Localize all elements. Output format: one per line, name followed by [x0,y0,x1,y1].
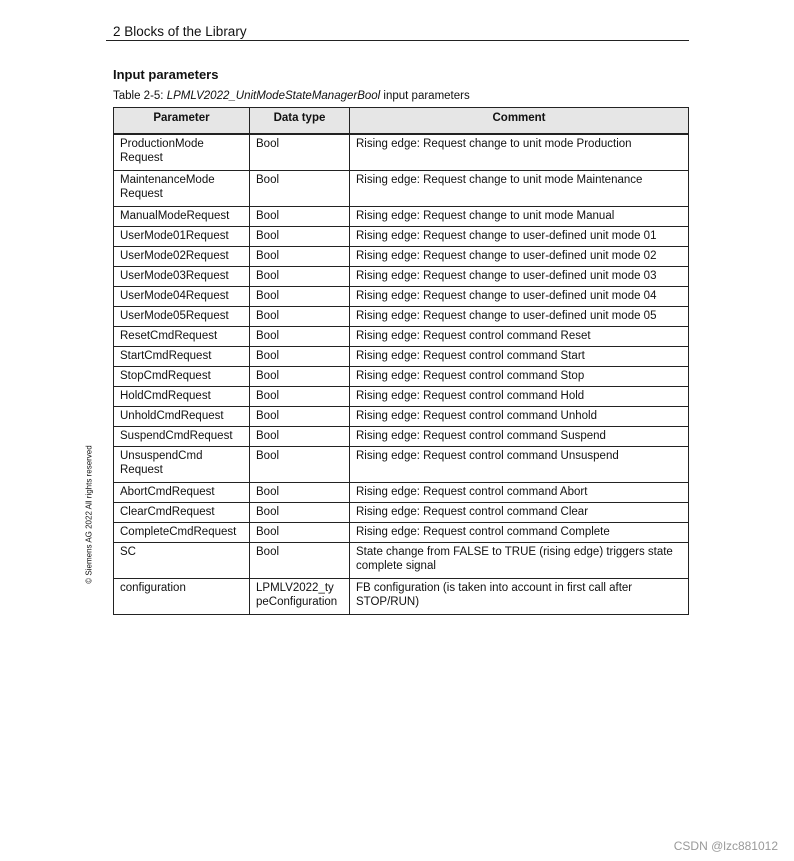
table-row [114,503,689,523]
cell-parameter: StartCmdRequest [114,347,250,367]
table-row [114,579,689,615]
cell-parameter: UserMode03Request [114,267,250,287]
table-row [114,134,689,171]
table-row [114,543,689,579]
cell-data-type: Bool [250,387,350,407]
cell-parameter: ProductionMode Request [114,134,250,171]
cell-comment: Rising edge: Request control command Hold [350,387,689,407]
cell-data-type: Bool [250,247,350,267]
table-header-row [114,108,689,135]
input-parameters-table [113,107,689,615]
column-header-data-type: Data type [250,108,350,135]
cell-parameter: configuration [114,579,250,615]
cell-data-type: Bool [250,227,350,247]
cell-comment: Rising edge: Request control command Complete [350,523,689,543]
cell-parameter: UnsuspendCmd Request [114,447,250,483]
cell-comment: Rising edge: Request control command Abort [350,483,689,503]
cell-data-type: Bool [250,307,350,327]
cell-parameter: StopCmdRequest [114,367,250,387]
cell-comment: Rising edge: Request control command Suspend [350,427,689,447]
column-header-parameter: Parameter [114,108,250,135]
cell-comment: Rising edge: Request control command Unhold [350,407,689,427]
cell-parameter: AbortCmdRequest [114,483,250,503]
cell-parameter: CompleteCmdRequest [114,523,250,543]
cell-comment: State change from FALSE to TRUE (rising edge) triggers state complete signal [350,543,689,579]
cell-parameter: UserMode04Request [114,287,250,307]
cell-data-type: Bool [250,503,350,523]
table-row [114,427,689,447]
cell-comment: Rising edge: Request control command Stop [350,367,689,387]
cell-parameter: SuspendCmdRequest [114,427,250,447]
cell-data-type: Bool [250,347,350,367]
cell-parameter: ClearCmdRequest [114,503,250,523]
cell-comment: Rising edge: Request change to unit mode Maintenance [350,171,689,207]
table-row [114,327,689,347]
cell-parameter: UserMode01Request [114,227,250,247]
cell-parameter: UnholdCmdRequest [114,407,250,427]
cell-data-type: LPMLV2022_ty peConfiguration [250,579,350,615]
table-row [114,171,689,207]
cell-data-type: Bool [250,447,350,483]
header-rule [106,40,689,41]
cell-data-type: Bool [250,267,350,287]
cell-comment: Rising edge: Request change to unit mode Production [350,134,689,171]
watermark: CSDN @lzc881012 [673,839,778,853]
cell-parameter: UserMode02Request [114,247,250,267]
cell-parameter: ManualModeRequest [114,207,250,227]
cell-comment: Rising edge: Request control command Reset [350,327,689,347]
side-copyright: © Siemens AG 2022 All rights reserved [84,445,94,584]
table-row [114,407,689,427]
cell-data-type: Bool [250,207,350,227]
section-heading: Input parameters [113,67,219,82]
cell-data-type: Bool [250,427,350,447]
table-row [114,227,689,247]
cell-data-type: Bool [250,287,350,307]
cell-parameter: ResetCmdRequest [114,327,250,347]
caption-prefix: Table 2-5: [113,90,167,102]
cell-comment: Rising edge: Request change to user-defined unit mode 03 [350,267,689,287]
table-row [114,367,689,387]
table-row [114,447,689,483]
table-row [114,267,689,287]
cell-comment: Rising edge: Request control command Start [350,347,689,367]
table-row [114,307,689,327]
running-header: 2 Blocks of the Library [113,24,247,39]
cell-comment: Rising edge: Request change to user-defined unit mode 01 [350,227,689,247]
table-row [114,207,689,227]
table-row [114,247,689,267]
cell-comment: Rising edge: Request change to user-defined unit mode 05 [350,307,689,327]
cell-parameter: SC [114,543,250,579]
cell-data-type: Bool [250,134,350,171]
cell-data-type: Bool [250,367,350,387]
cell-data-type: Bool [250,483,350,503]
table-row [114,483,689,503]
table-row [114,523,689,543]
table-row [114,287,689,307]
caption-suffix: input parameters [380,90,470,102]
table-caption [113,90,470,102]
cell-comment: Rising edge: Request change to user-defined unit mode 04 [350,287,689,307]
cell-data-type: Bool [250,523,350,543]
cell-comment: FB configuration (is taken into account in first call after STOP/RUN) [350,579,689,615]
cell-parameter: UserMode05Request [114,307,250,327]
cell-comment: Rising edge: Request control command Unsuspend [350,447,689,483]
cell-data-type: Bool [250,327,350,347]
cell-data-type: Bool [250,543,350,579]
cell-comment: Rising edge: Request change to unit mode Manual [350,207,689,227]
cell-parameter: MaintenanceMode Request [114,171,250,207]
table-row [114,387,689,407]
caption-block-name: LPMLV2022_UnitModeStateManagerBool [166,90,381,102]
cell-comment: Rising edge: Request control command Clear [350,503,689,523]
column-header-comment: Comment [350,108,689,135]
cell-data-type: Bool [250,171,350,207]
cell-data-type: Bool [250,407,350,427]
cell-parameter: HoldCmdRequest [114,387,250,407]
cell-comment: Rising edge: Request change to user-defined unit mode 02 [350,247,689,267]
table-row [114,347,689,367]
